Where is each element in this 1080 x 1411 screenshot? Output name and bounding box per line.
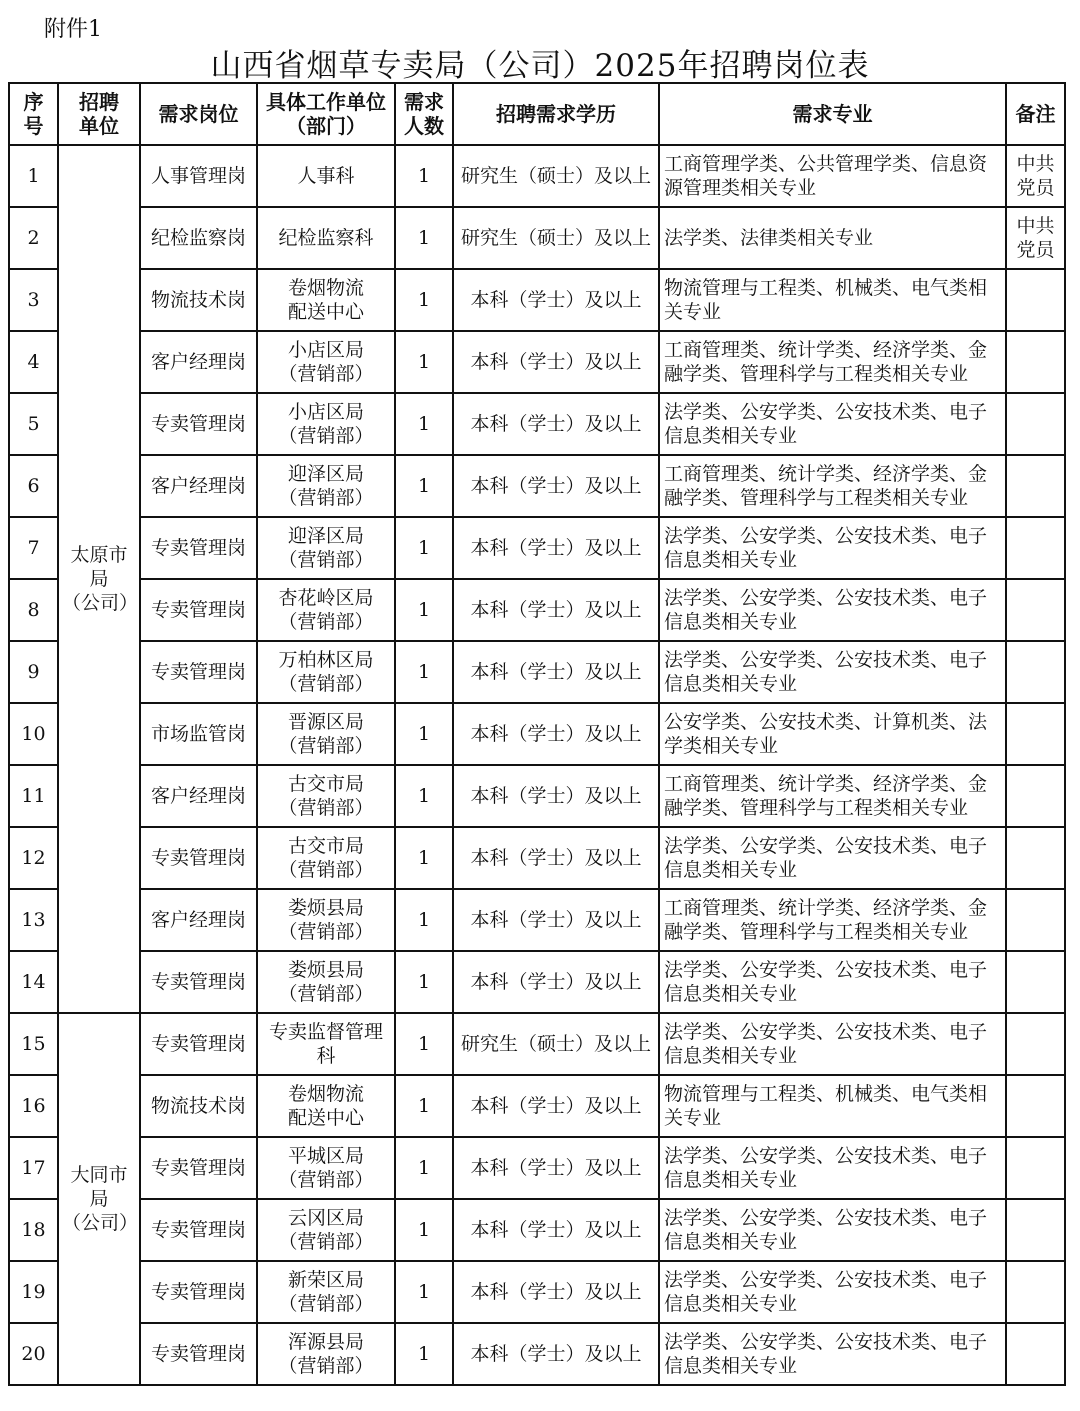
cell-workplace (257, 765, 395, 827)
cell-major (659, 1323, 1006, 1385)
cell-major (659, 703, 1006, 765)
cell-workplace-line: 专卖监督管理 (268, 1021, 383, 1043)
cell-seq: 4 (9, 331, 58, 393)
cell-remark (1006, 1323, 1065, 1385)
cell-remark (1006, 703, 1065, 765)
cell-seq: 10 (9, 703, 58, 765)
cell-education: 本科（学士）及以上 (453, 331, 659, 393)
cell-major-line: 法学类、公安学类、公安技术类、电子 (664, 587, 988, 609)
cell-major (659, 1075, 1006, 1137)
cell-position: 客户经理岗 (140, 889, 257, 951)
cell-unit-line: 太原市局 (70, 544, 128, 590)
cell-position: 市场监管岗 (140, 703, 257, 765)
cell-seq: 12 (9, 827, 58, 889)
cell-count: 1 (395, 827, 453, 889)
cell-major (659, 1013, 1006, 1075)
cell-remark (1006, 889, 1065, 951)
cell-major (659, 331, 1006, 393)
cell-workplace-line: （营销部） (278, 921, 374, 943)
cell-major-line: 法学类、公安学类、公安技术类、电子 (664, 1331, 988, 1353)
cell-position: 专卖管理岗 (140, 393, 257, 455)
cell-workplace-line: 人事科 (297, 165, 355, 187)
page-title: 山西省烟草专卖局（公司）2025年招聘岗位表 (210, 48, 870, 84)
cell-workplace (257, 641, 395, 703)
cell-workplace-line: 娄烦县局 (287, 959, 364, 981)
header-seq (9, 83, 58, 145)
cell-workplace (257, 703, 395, 765)
cell-position: 客户经理岗 (140, 331, 257, 393)
cell-workplace (257, 517, 395, 579)
table-row (9, 579, 1065, 641)
cell-workplace (257, 455, 395, 517)
cell-education: 本科（学士）及以上 (453, 1199, 659, 1261)
cell-workplace (257, 1199, 395, 1261)
cell-workplace-line: 迎泽区局 (287, 525, 364, 547)
cell-workplace (257, 393, 395, 455)
cell-education: 本科（学士）及以上 (453, 827, 659, 889)
cell-remark (1006, 827, 1065, 889)
cell-major-line: 信息类相关专业 (664, 1169, 798, 1191)
cell-major-line: 源管理类相关专业 (664, 177, 817, 199)
cell-major-line: 关专业 (664, 1107, 722, 1129)
cell-workplace-line: 新荣区局 (287, 1269, 364, 1291)
cell-count: 1 (395, 579, 453, 641)
cell-major-line: 信息类相关专业 (664, 1355, 798, 1377)
cell-seq: 9 (9, 641, 58, 703)
cell-position: 客户经理岗 (140, 455, 257, 517)
cell-major-line: 信息类相关专业 (664, 549, 798, 571)
cell-education: 本科（学士）及以上 (453, 579, 659, 641)
cell-remark (1006, 331, 1065, 393)
cell-remark-line: 党员 (1016, 239, 1055, 261)
cell-workplace-line: 娄烦县局 (287, 897, 364, 919)
cell-remark (1006, 145, 1065, 207)
table-body (9, 145, 1065, 1385)
cell-remark (1006, 1075, 1065, 1137)
cell-major (659, 145, 1006, 207)
cell-major-line: 信息类相关专业 (664, 1293, 798, 1315)
cell-workplace (257, 1323, 395, 1385)
cell-workplace (257, 889, 395, 951)
table-row (9, 1261, 1065, 1323)
cell-major-line: 信息类相关专业 (664, 611, 798, 633)
cell-remark (1006, 579, 1065, 641)
cell-count: 1 (395, 1013, 453, 1075)
cell-major (659, 641, 1006, 703)
cell-major (659, 1137, 1006, 1199)
cell-major-line: 融学类、管理科学与工程类相关专业 (664, 363, 969, 385)
header-count (395, 83, 453, 145)
cell-remark (1006, 207, 1065, 269)
cell-major-line: 法学类、公安学类、公安技术类、电子 (664, 835, 988, 857)
cell-major-line: 工商管理类、统计学类、经济学类、金 (664, 339, 988, 361)
cell-education: 本科（学士）及以上 (453, 951, 659, 1013)
header-unit-line: 招聘 (79, 90, 119, 114)
cell-workplace-line: （营销部） (278, 735, 374, 757)
cell-major-line: 学类相关专业 (664, 735, 779, 757)
cell-education: 本科（学士）及以上 (453, 1261, 659, 1323)
table-row (9, 641, 1065, 703)
cell-workplace-line: （营销部） (278, 983, 374, 1005)
cell-position: 专卖管理岗 (140, 1013, 257, 1075)
cell-count: 1 (395, 455, 453, 517)
cell-count: 1 (395, 703, 453, 765)
cell-major (659, 517, 1006, 579)
cell-major-line: 融学类、管理科学与工程类相关专业 (664, 921, 969, 943)
cell-workplace-line: （营销部） (278, 363, 374, 385)
header-workplace-line: 具体工作单位 (266, 90, 386, 114)
cell-count: 1 (395, 1075, 453, 1137)
cell-major-line: 物流管理与工程类、机械类、电气类相 (664, 1083, 988, 1105)
cell-count: 1 (395, 1323, 453, 1385)
cell-workplace-line: 配送中心 (287, 1107, 364, 1129)
cell-remark (1006, 393, 1065, 455)
cell-major-line: 法学类、公安学类、公安技术类、电子 (664, 401, 988, 423)
cell-major-line: 法学类、公安学类、公安技术类、电子 (664, 1145, 988, 1167)
cell-seq: 6 (9, 455, 58, 517)
cell-major-line: 融学类、管理科学与工程类相关专业 (664, 487, 969, 509)
cell-workplace-line: （营销部） (278, 859, 374, 881)
cell-remark (1006, 455, 1065, 517)
cell-workplace-line: （营销部） (278, 797, 374, 819)
cell-workplace-line: （营销部） (278, 1231, 374, 1253)
cell-workplace-line: （营销部） (278, 487, 374, 509)
cell-major-line: 公安学类、公安技术类、计算机类、法 (664, 711, 988, 733)
cell-position: 专卖管理岗 (140, 641, 257, 703)
cell-unit-line: （公司） (62, 1212, 139, 1234)
cell-workplace (257, 145, 395, 207)
cell-unit-line: （公司） (62, 592, 139, 614)
cell-position: 专卖管理岗 (140, 951, 257, 1013)
cell-major-line: 信息类相关专业 (664, 859, 798, 881)
cell-workplace-line: （营销部） (278, 1169, 374, 1191)
cell-workplace-line: 万柏林区局 (278, 649, 374, 671)
header-count-line: 人数 (404, 114, 444, 138)
cell-workplace-line: 杏花岭区局 (278, 587, 374, 609)
cell-seq: 7 (9, 517, 58, 579)
cell-workplace-line: 纪检监察科 (278, 227, 374, 249)
cell-count: 1 (395, 889, 453, 951)
table-row (9, 827, 1065, 889)
cell-count: 1 (395, 641, 453, 703)
cell-count: 1 (395, 269, 453, 331)
cell-major-line: 工商管理类、统计学类、经济学类、金 (664, 463, 988, 485)
cell-workplace (257, 207, 395, 269)
cell-workplace-line: 小店区局 (287, 339, 364, 361)
cell-seq: 18 (9, 1199, 58, 1261)
cell-major (659, 269, 1006, 331)
cell-remark (1006, 765, 1065, 827)
cell-major-line: 物流管理与工程类、机械类、电气类相 (664, 277, 988, 299)
cell-unit (58, 145, 140, 1013)
cell-count: 1 (395, 331, 453, 393)
cell-position: 专卖管理岗 (140, 1199, 257, 1261)
cell-workplace (257, 331, 395, 393)
cell-seq: 11 (9, 765, 58, 827)
table-row (9, 269, 1065, 331)
header-remark: 备注 (1006, 83, 1065, 145)
cell-position: 专卖管理岗 (140, 579, 257, 641)
cell-workplace-line: 科 (316, 1045, 336, 1067)
cell-count: 1 (395, 951, 453, 1013)
attachment-label: 附件1 (44, 17, 102, 42)
cell-education: 研究生（硕士）及以上 (453, 145, 659, 207)
cell-workplace (257, 827, 395, 889)
cell-major-line: 法学类、公安学类、公安技术类、电子 (664, 959, 988, 981)
header-education: 招聘需求学历 (453, 83, 659, 145)
table-row (9, 951, 1065, 1013)
cell-remark (1006, 1199, 1065, 1261)
table-row (9, 1323, 1065, 1385)
header-unit-line: 单位 (79, 114, 119, 138)
header-seq-line: 序 (23, 90, 44, 114)
cell-education: 本科（学士）及以上 (453, 889, 659, 951)
cell-major-line: 信息类相关专业 (664, 425, 798, 447)
cell-major (659, 765, 1006, 827)
cell-workplace-line: 卷烟物流 (287, 1083, 364, 1105)
cell-seq: 8 (9, 579, 58, 641)
cell-position: 纪检监察岗 (140, 207, 257, 269)
cell-major-line: 信息类相关专业 (664, 1045, 798, 1067)
cell-position: 专卖管理岗 (140, 1261, 257, 1323)
cell-major (659, 455, 1006, 517)
table-row (9, 455, 1065, 517)
cell-education: 研究生（硕士）及以上 (453, 207, 659, 269)
cell-education: 本科（学士）及以上 (453, 765, 659, 827)
cell-major-line: 关专业 (664, 301, 722, 323)
cell-seq: 3 (9, 269, 58, 331)
cell-workplace-line: （营销部） (278, 425, 374, 447)
cell-position: 专卖管理岗 (140, 1323, 257, 1385)
cell-education: 本科（学士）及以上 (453, 1075, 659, 1137)
cell-remark (1006, 517, 1065, 579)
cell-education: 本科（学士）及以上 (453, 517, 659, 579)
cell-workplace (257, 579, 395, 641)
table-row (9, 145, 1065, 207)
cell-position: 专卖管理岗 (140, 1137, 257, 1199)
table-row (9, 393, 1065, 455)
cell-seq: 1 (9, 145, 58, 207)
cell-count: 1 (395, 517, 453, 579)
cell-count: 1 (395, 145, 453, 207)
cell-major (659, 393, 1006, 455)
cell-seq: 17 (9, 1137, 58, 1199)
cell-workplace (257, 951, 395, 1013)
cell-major-line: 信息类相关专业 (664, 983, 798, 1005)
header-workplace (257, 83, 395, 145)
cell-remark-line: 党员 (1016, 177, 1055, 199)
cell-major-line: 工商管理学类、公共管理学类、信息资 (664, 153, 988, 175)
cell-education: 本科（学士）及以上 (453, 269, 659, 331)
cell-major (659, 889, 1006, 951)
header-position: 需求岗位 (140, 83, 257, 145)
cell-education: 本科（学士）及以上 (453, 1137, 659, 1199)
cell-workplace-line: 卷烟物流 (287, 277, 364, 299)
table-row (9, 889, 1065, 951)
cell-workplace-line: （营销部） (278, 549, 374, 571)
cell-major-line: 法学类、公安学类、公安技术类、电子 (664, 1207, 988, 1229)
cell-workplace-line: （营销部） (278, 1293, 374, 1315)
header-seq-line: 号 (23, 114, 44, 138)
cell-count: 1 (395, 1261, 453, 1323)
cell-count: 1 (395, 393, 453, 455)
cell-major-line: 工商管理类、统计学类、经济学类、金 (664, 773, 988, 795)
cell-seq: 20 (9, 1323, 58, 1385)
cell-workplace-line: 晋源区局 (287, 711, 364, 733)
cell-remark (1006, 269, 1065, 331)
cell-workplace (257, 1013, 395, 1075)
cell-remark (1006, 951, 1065, 1013)
cell-position: 专卖管理岗 (140, 827, 257, 889)
cell-workplace (257, 1261, 395, 1323)
header-workplace-line: （部门） (286, 114, 366, 138)
cell-education: 本科（学士）及以上 (453, 641, 659, 703)
cell-education: 本科（学士）及以上 (453, 455, 659, 517)
header-major: 需求专业 (659, 83, 1006, 145)
cell-major-line: 法学类、公安学类、公安技术类、电子 (664, 649, 988, 671)
cell-major-line: 法学类、公安学类、公安技术类、电子 (664, 1021, 988, 1043)
table-row (9, 1075, 1065, 1137)
cell-workplace-line: （营销部） (278, 673, 374, 695)
cell-seq: 19 (9, 1261, 58, 1323)
cell-workplace-line: 迎泽区局 (287, 463, 364, 485)
cell-workplace-line: 古交市局 (287, 773, 364, 795)
recruitment-table (8, 82, 1066, 1386)
cell-workplace (257, 1075, 395, 1137)
cell-workplace-line: 古交市局 (287, 835, 364, 857)
cell-count: 1 (395, 1137, 453, 1199)
cell-major-line: 工商管理类、统计学类、经济学类、金 (664, 897, 988, 919)
cell-position: 物流技术岗 (140, 1075, 257, 1137)
cell-major-line: 法学类、公安学类、公安技术类、电子 (664, 525, 988, 547)
cell-seq: 5 (9, 393, 58, 455)
cell-workplace-line: 浑源县局 (287, 1331, 364, 1353)
cell-count: 1 (395, 765, 453, 827)
cell-unit-line: 大同市局 (70, 1164, 128, 1210)
cell-major-line: 法学类、法律类相关专业 (664, 227, 874, 249)
cell-education: 本科（学士）及以上 (453, 1323, 659, 1385)
cell-major (659, 1261, 1006, 1323)
cell-count: 1 (395, 1199, 453, 1261)
cell-workplace-line: （营销部） (278, 1355, 374, 1377)
cell-seq: 15 (9, 1013, 58, 1075)
cell-seq: 14 (9, 951, 58, 1013)
cell-seq: 2 (9, 207, 58, 269)
cell-major (659, 827, 1006, 889)
cell-major-line: 信息类相关专业 (664, 1231, 798, 1253)
header-unit (58, 83, 140, 145)
table-row (9, 1137, 1065, 1199)
cell-remark (1006, 1137, 1065, 1199)
cell-workplace-line: 平城区局 (287, 1145, 364, 1167)
cell-remark-line: 中共 (1016, 215, 1055, 237)
table-row (9, 1013, 1065, 1075)
cell-seq: 16 (9, 1075, 58, 1137)
cell-remark (1006, 1013, 1065, 1075)
table-row (9, 517, 1065, 579)
cell-position: 客户经理岗 (140, 765, 257, 827)
cell-major-line: 融学类、管理科学与工程类相关专业 (664, 797, 969, 819)
cell-major-line: 法学类、公安学类、公安技术类、电子 (664, 1269, 988, 1291)
cell-position: 物流技术岗 (140, 269, 257, 331)
cell-workplace (257, 269, 395, 331)
table-row (9, 207, 1065, 269)
table-row (9, 1199, 1065, 1261)
header-count-line: 需求 (404, 90, 444, 114)
cell-major (659, 207, 1006, 269)
cell-workplace (257, 1137, 395, 1199)
cell-education: 本科（学士）及以上 (453, 393, 659, 455)
cell-count: 1 (395, 207, 453, 269)
cell-workplace-line: 小店区局 (287, 401, 364, 423)
cell-position: 人事管理岗 (140, 145, 257, 207)
cell-remark (1006, 1261, 1065, 1323)
cell-education: 本科（学士）及以上 (453, 703, 659, 765)
table-row (9, 331, 1065, 393)
cell-unit (58, 1013, 140, 1385)
cell-workplace-line: （营销部） (278, 611, 374, 633)
cell-remark (1006, 641, 1065, 703)
table-row (9, 703, 1065, 765)
cell-major-line: 信息类相关专业 (664, 673, 798, 695)
cell-remark-line: 中共 (1016, 153, 1055, 175)
cell-major (659, 1199, 1006, 1261)
cell-major (659, 579, 1006, 641)
cell-position: 专卖管理岗 (140, 517, 257, 579)
table-row (9, 765, 1065, 827)
cell-workplace-line: 配送中心 (287, 301, 364, 323)
header-row (9, 83, 1065, 145)
cell-education: 研究生（硕士）及以上 (453, 1013, 659, 1075)
cell-major (659, 951, 1006, 1013)
cell-workplace-line: 云冈区局 (287, 1207, 364, 1229)
cell-seq: 13 (9, 889, 58, 951)
